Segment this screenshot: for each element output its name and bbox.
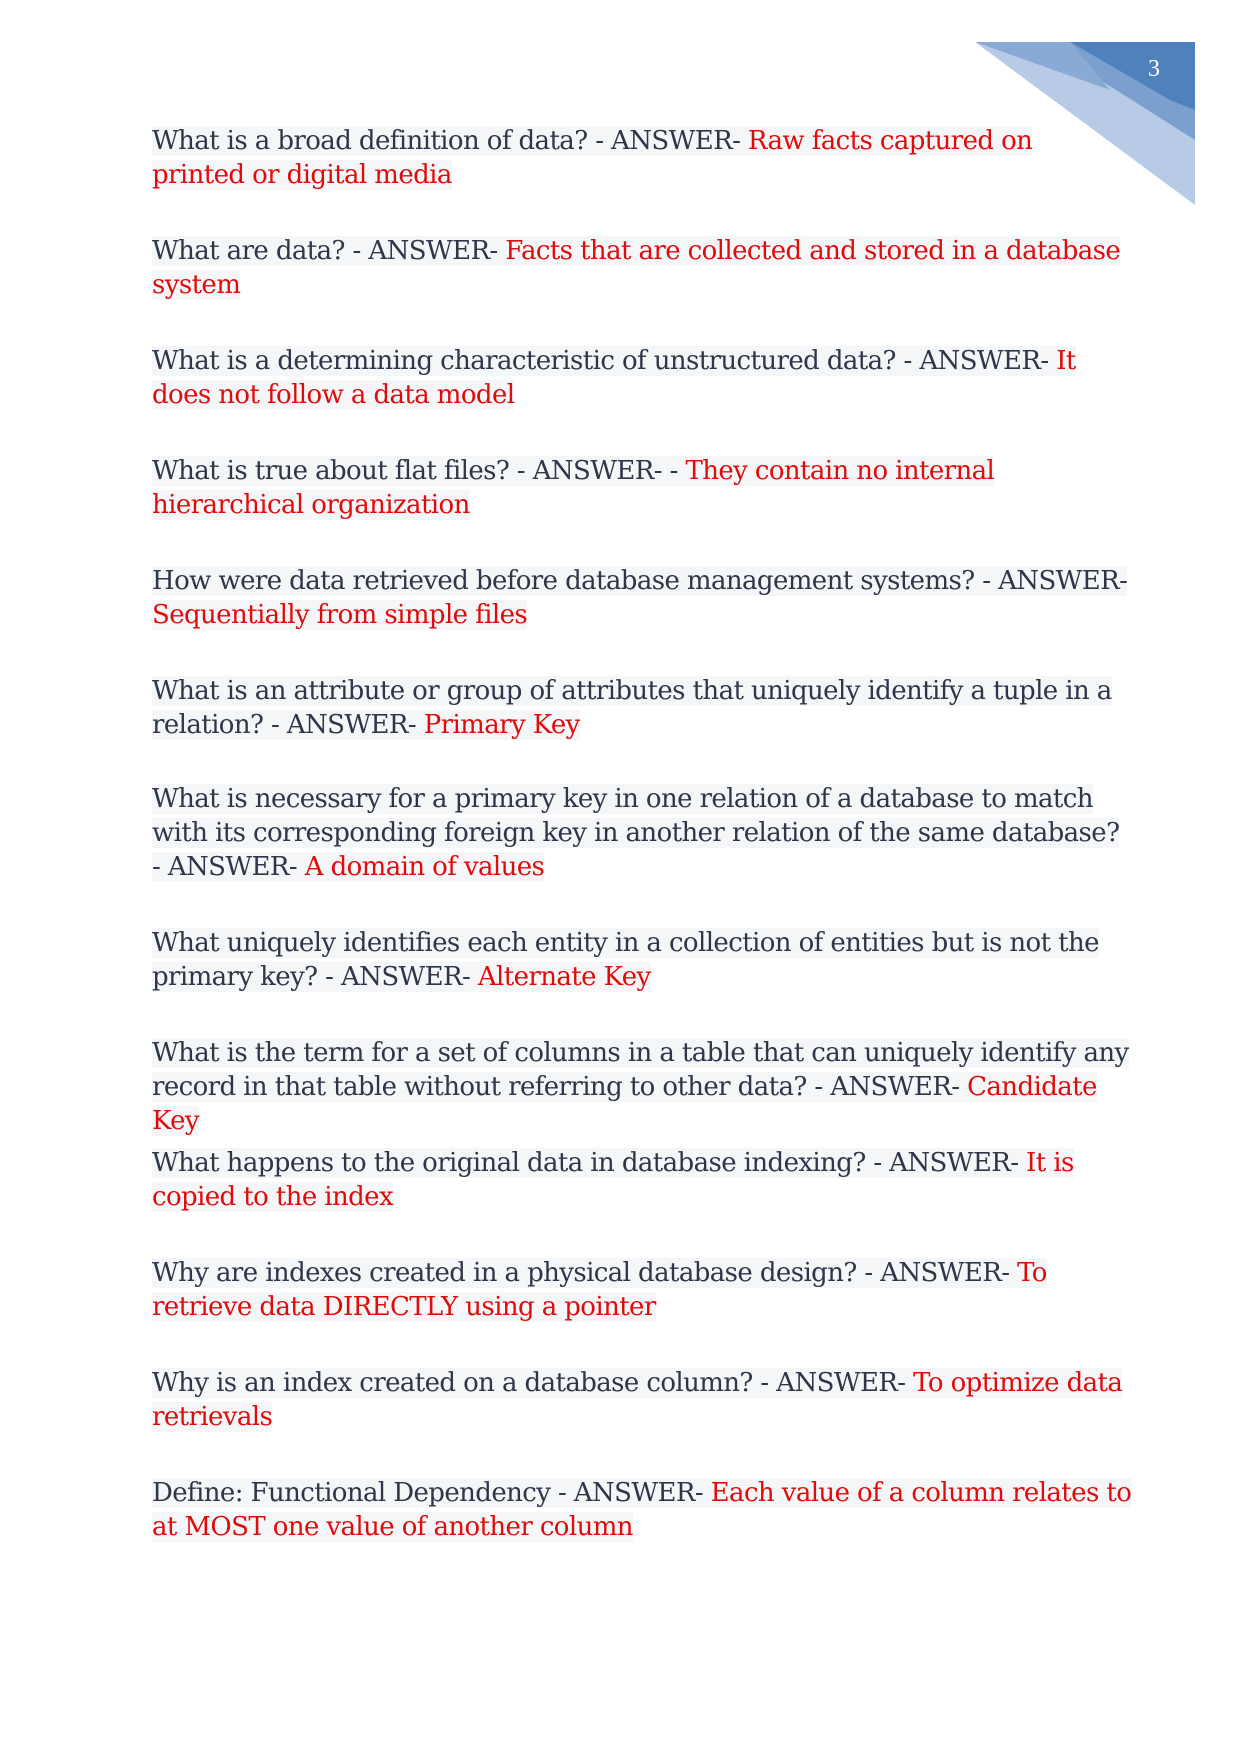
question-text: What is an attribute or group of attributes that uniquely identify a tuple in a relation? - ANSWER- [152,676,1112,740]
answer-text: Alternate Key [470,962,651,992]
qa-item [152,782,1132,884]
question-text: What is true about flat files? - ANSWER- - [152,456,678,486]
qa-item [152,344,1132,412]
qa-item [152,564,1132,632]
qa-item [152,674,1132,742]
answer-text: Candidate Key [152,1072,1097,1136]
answer-text: It does not follow a data model [152,346,1076,410]
answer-text: They contain no internal hierarchical organization [152,456,995,520]
question-text: What uniquely identifies each entity in a collection of entities but is not the primary key? - ANSWER- [152,928,1099,992]
question-text: What happens to the original data in database indexing? - ANSWER- [152,1148,1019,1178]
answer-text: To optimize data retrievals [152,1368,1123,1432]
question-text: Why is an index created on a database column? - ANSWER- [152,1368,906,1398]
qa-item [152,1146,1132,1214]
question-text: What is a determining characteristic of unstructured data? - ANSWER- [152,346,1049,376]
qa-item [152,454,1132,522]
answer-text: Raw facts captured on printed or digital media [152,126,1033,190]
page-number: 3 [1148,56,1160,82]
question-text: What is a broad definition of data? - ANSWER- [152,126,741,156]
question-text: Why are indexes created in a physical database design? - ANSWER- [152,1258,1010,1288]
qa-item [152,1366,1132,1434]
qa-item [152,1036,1132,1138]
qa-item [152,1256,1132,1324]
question-text: Define: Functional Dependency - ANSWER- [152,1478,704,1508]
qa-item [152,234,1132,302]
qa-item [152,1476,1132,1544]
answer-text: Primary Key [416,710,580,740]
question-text: What is necessary for a primary key in one relation of a database to match with its corresponding foreign key in another relation of the same database? - ANSWER- [152,784,1120,882]
qa-item [152,926,1132,994]
question-text: What are data? - ANSWER- [152,236,498,266]
answer-text: Facts that are collected and stored in a database system [152,236,1121,300]
question-text: What is the term for a set of columns in a table that can uniquely identify any record in that table without referring to other data? - ANSWER- [152,1038,1129,1102]
answer-text: To retrieve data DIRECTLY using a pointer [152,1258,1047,1322]
question-text: How were data retrieved before database management systems? - ANSWER- [152,566,1128,596]
answer-text: Each value of a column relates to at MOST one value of another column [152,1478,1132,1542]
answer-text: A domain of values [297,852,545,882]
answer-text: It is copied to the index [152,1148,1074,1212]
answer-text: Sequentially from simple files [152,600,528,630]
qa-item [152,124,1132,192]
